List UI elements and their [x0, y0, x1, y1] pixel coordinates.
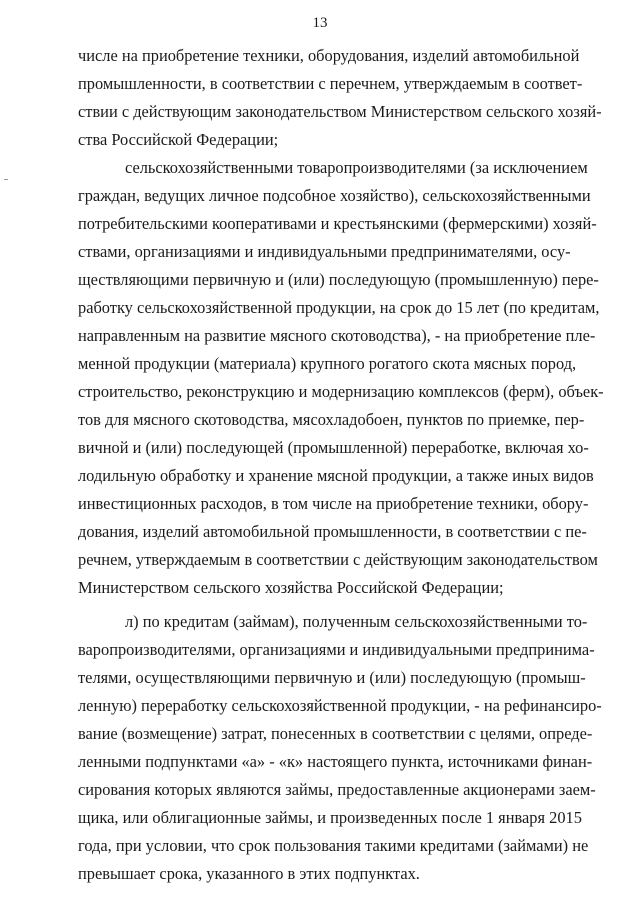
text-line: года, при условии, что срок пользования такими кредитами (займами) не: [78, 836, 589, 855]
text-line: граждан, ведущих личное подсобное хозяйство), сельскохозяйственными: [78, 186, 591, 205]
text-line: сирования которых являются займы, предоставленные акционерами заем-: [78, 780, 596, 799]
text-line: ществляющими первичную и (или) последующую (промышленную) пере-: [78, 270, 599, 289]
text-line: л) по кредитам (займам), полученным сельскохозяйственными то-: [125, 612, 588, 631]
text-line: ленную) переработку сельскохозяйственной продукции, - на рефинансиро-: [78, 696, 602, 715]
text-line: менной продукции (материала) крупного рогатого скота мясных пород,: [78, 354, 577, 373]
text-line: превышает срока, указанного в этих подпунктах.: [78, 864, 420, 883]
text-line: Министерством сельского хозяйства Российской Федерации;: [78, 578, 504, 597]
text-line: ствии с действующим законодательством Министерством сельского хозяй-: [78, 102, 602, 121]
text-line: дования, изделий автомобильной промышленности, в соответствии с пе-: [78, 522, 587, 541]
text-line: ленными подпунктами «а» - «к» настоящего пункта, источниками финан-: [78, 752, 593, 771]
text-line: сельскохозяйственными товаропроизводителями (за исключением: [125, 158, 588, 177]
text-line: речнем, утверждаемым в соответствии с действующим законодательством: [78, 550, 598, 569]
text-line: инвестиционных расходов, в том числе на приобретение техники, обору-: [78, 494, 589, 513]
text-line: работку сельскохозяйственной продукции, на срок до 15 лет (по кредитам,: [78, 298, 600, 317]
margin-mark: [4, 179, 8, 180]
text-line: щика, или облигационные займы, и произведенных после 1 января 2015: [78, 808, 582, 827]
text-line: вичной и (или) последующей (промышленной) переработке, включая хо-: [78, 438, 589, 457]
text-line: строительство, реконструкцию и модернизацию комплексов (ферм), объек-: [78, 382, 604, 401]
text-line: ствами, организациями и индивидуальными предпринимателями, осу-: [78, 242, 571, 261]
text-line: вание (возмещение) затрат, понесенных в соответствии с целями, опреде-: [78, 724, 593, 743]
text-line: варопроизводителями, организациями и индивидуальными предпринима-: [78, 640, 595, 659]
text-line: направленным на развитие мясного скотоводства), - на приобретение пле-: [78, 326, 596, 345]
text-line: промышленности, в соответствии с перечнем, утверждаемым в соответ-: [78, 74, 583, 93]
text-line: потребительскими кооперативами и крестьянскими (фермерскими) хозяй-: [78, 214, 597, 233]
text-line: ства Российской Федерации;: [78, 130, 279, 149]
text-line: числе на приобретение техники, оборудования, изделий автомобильной: [78, 46, 580, 65]
text-line: лодильную обработку и хранение мясной продукции, а также иных видов: [78, 466, 594, 485]
page-number: 13: [312, 15, 328, 31]
text-line: телями, осуществляющими первичную и (или) последующую (промыш-: [78, 668, 586, 687]
text-line: тов для мясного скотоводства, мясохладобоен, пунктов по приемке, пер-: [78, 410, 585, 429]
